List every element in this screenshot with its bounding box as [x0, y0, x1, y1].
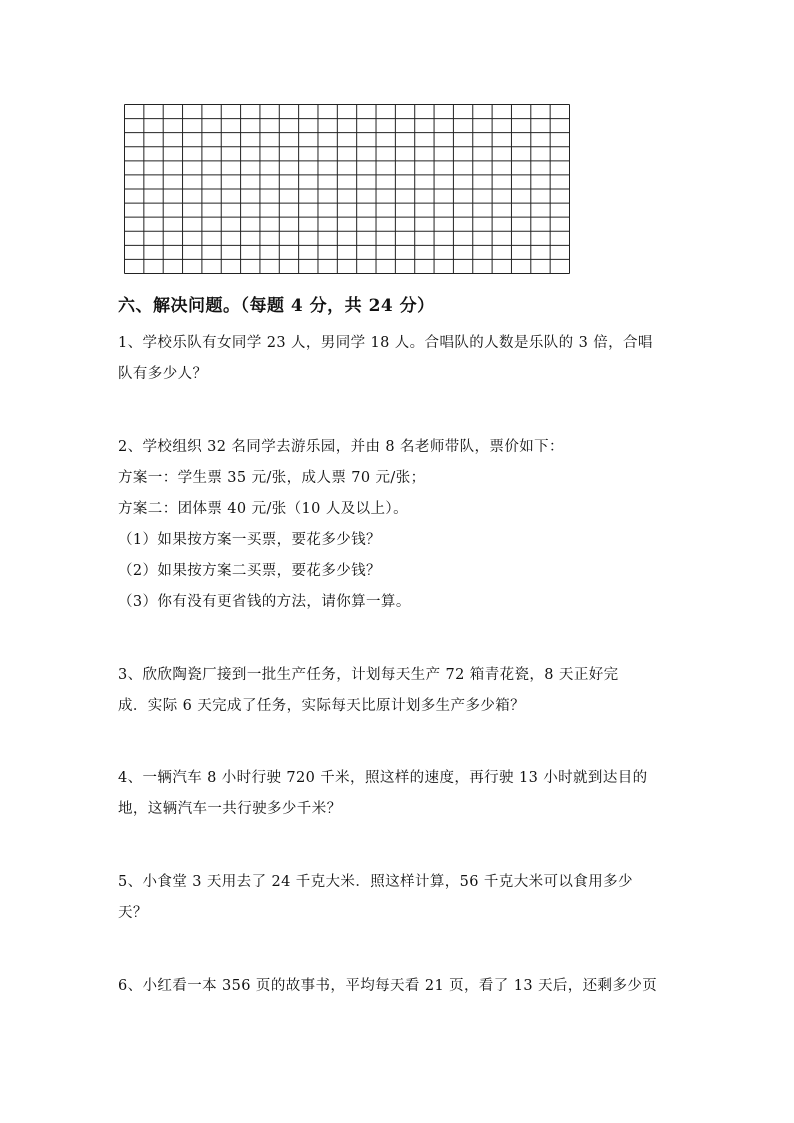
question-2-sub-1: （1）如果按方案一买票，要花多少钱？: [118, 532, 381, 548]
question-2-line-1: 2、学校组织 32 名同学去游乐园，并由 8 名老师带队，票价如下：: [118, 439, 564, 455]
question-2-plan-2: 方案二：团体票 40 元/张（10 人及以上）。: [118, 501, 408, 517]
question-4-line-2: 地，这辆汽车一共行驶多少千米？: [118, 801, 342, 817]
grid-lines: [124, 104, 570, 274]
question-5-line-1: 5、小食堂 3 天用去了 24 千克大米．照这样计算，56 千克大米可以食用多少: [118, 874, 633, 890]
question-6-line-1: 6、小红看一本 356 页的故事书，平均每天看 21 页，看了 13 天后，还剩多少页: [118, 978, 658, 994]
question-1-line-2: 队有多少人？: [118, 366, 208, 382]
question-3-line-2: 成．实际 6 天完成了任务，实际每天比原计划多生产多少箱？: [118, 698, 526, 714]
question-1-line-1: 1、学校乐队有女同学 23 人，男同学 18 人。合唱队的人数是乐队的 3 倍，合唱: [118, 335, 653, 351]
question-2-sub-2: （2）如果按方案二买票，要花多少钱？: [118, 563, 381, 579]
answer-grid: [124, 104, 570, 274]
question-2-sub-3: （3）你有没有更省钱的方法，请你算一算。: [118, 594, 411, 610]
question-3-line-1: 3、欣欣陶瓷厂接到一批生产任务，计划每天生产 72 箱青花瓷，8 天正好完: [118, 667, 619, 683]
question-5-line-2: 天？: [118, 905, 148, 921]
question-2-plan-1: 方案一：学生票 35 元/张，成人票 70 元/张；: [118, 470, 426, 486]
question-4-line-1: 4、一辆汽车 8 小时行驶 720 千米，照这样的速度，再行驶 13 小时就到达目的: [118, 770, 648, 786]
section-title: 六、解决问题。（每题 4 分，共 24 分）: [118, 296, 435, 316]
